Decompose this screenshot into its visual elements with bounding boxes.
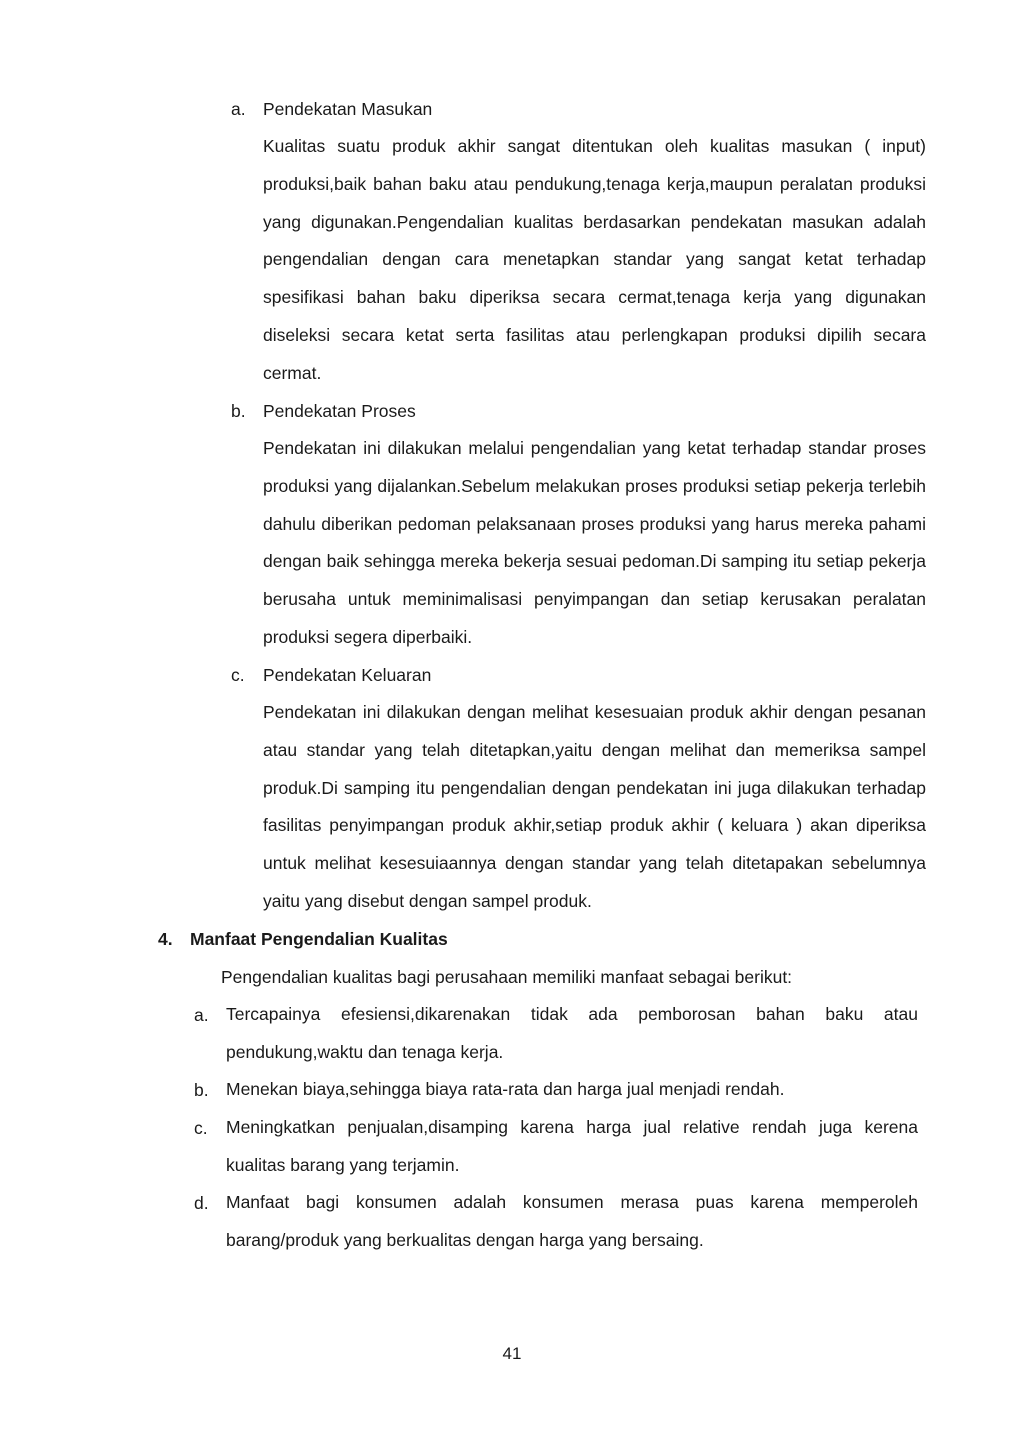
benefit-a-marker: a.: [194, 1005, 209, 1025]
item-c-title: Pendekatan Keluaran: [263, 665, 432, 685]
item-c-marker: c.: [231, 665, 245, 685]
benefit-a-text: Tercapainya efesiensi,dikarenakan tidak ada pemborosan bahan baku atau pendukung,waktu dan tenaga kerja.: [226, 1004, 918, 1062]
item-a-marker: a.: [231, 99, 246, 119]
benefit-c-text: Meningkatkan penjualan,disamping karena harga jual relative rendah juga kerena kualitas barang yang terjamin.: [226, 1117, 918, 1175]
section-4-number: 4.: [158, 929, 173, 949]
benefit-b-text: Menekan biaya,sehingga biaya rata-rata dan harga jual menjadi rendah.: [226, 1079, 785, 1099]
benefit-c-marker: c.: [194, 1118, 208, 1138]
section-4-intro: Pengendalian kualitas bagi perusahaan memiliki manfaat sebagai berikut:: [221, 967, 793, 987]
item-b-body: Pendekatan ini dilakukan melalui pengendalian yang ketat terhadap standar proses produksi yang dijalankan.Sebelum melakukan proses produksi setiap pekerja terlebih dahulu diberikan pedoman pelaksanaan proses produksi yang harus mereka pahami dengan baik sehingga mereka bekerja sesuai pedoman.Di samping itu setiap pekerja berusaha untuk meminimalisasi penyimpangan dan setiap kerusakan peralatan produksi segera diperbaiki.: [263, 438, 926, 647]
page-number: 41: [502, 1344, 522, 1363]
item-a-body: Kualitas suatu produk akhir sangat ditentukan oleh kualitas masukan ( input) produksi,baik bahan baku atau pendukung,tenaga kerja,maupun peralatan produksi yang digunakan.Pengendalian kualitas berdasarkan pendekatan masukan adalah pengendalian dengan cara menetapkan standar yang sangat ketat terhadap spesifikasi bahan baku diperiksa secara cermat,tenaga kerja yang digunakan diseleksi secara ketat serta fasilitas atau perlengkapan produksi dipilih secara cermat.: [263, 136, 926, 383]
item-a-title: Pendekatan Masukan: [263, 99, 433, 119]
section-4-title: Manfaat Pengendalian Kualitas: [190, 929, 448, 949]
item-b-marker: b.: [231, 401, 246, 421]
benefit-b-marker: b.: [194, 1080, 209, 1100]
benefit-d-text: Manfaat bagi konsumen adalah konsumen merasa puas karena memperoleh barang/produk yang berkualitas dengan harga yang bersaing.: [226, 1192, 918, 1250]
item-c-body: Pendekatan ini dilakukan dengan melihat kesesuaian produk akhir dengan pesanan atau standar yang telah ditetapkan,yaitu dengan melihat dan memeriksa sampel produk.Di samping itu pengendalian dengan pendekatan ini juga dilakukan terhadap fasilitas penyimpangan produk akhir,setiap produk akhir ( keluara ) akan diperiksa untuk melihat kesesuiaannya dengan standar yang telah ditetapakan sebelumnya yaitu yang disebut dengan sampel produk.: [263, 702, 926, 911]
item-b-title: Pendekatan Proses: [263, 401, 416, 421]
benefit-d-marker: d.: [194, 1193, 209, 1213]
